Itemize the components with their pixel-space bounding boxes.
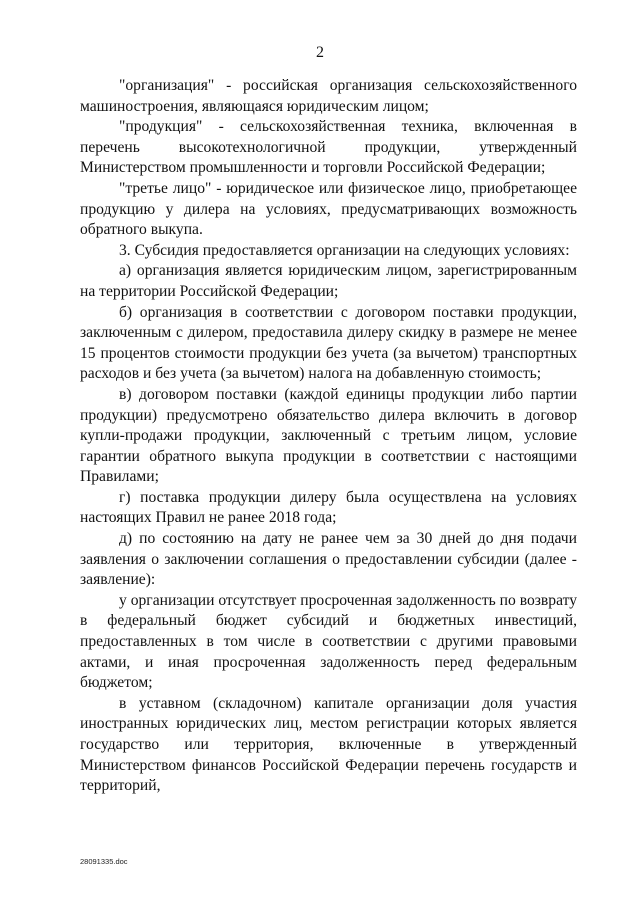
definition-product: "продукция" - сельскохозяйственная техника, включенная в перечень высокотехнологичной продукции, утвержденный Министерством промышленности и торговли Российской Федерации; <box>80 118 577 177</box>
condition-d: д) по состоянию на дату не ранее чем за 30 дней до дня подачи заявления о заключении соглашения о предоставлении субсидии (далее - заявление): <box>80 530 577 589</box>
condition-d-foreign-share: в уставном (складочном) капитале организации доля участия иностранных юридических лиц, местом регистрации которых является государство или территория, включенные в утвержденный Министерством финансов Российской Федерации перечень государств и территорий, <box>80 694 577 795</box>
condition-v: в) договором поставки (каждой единицы продукции либо партии продукции) предусмотрено обязательство дилера включить в договор купли-продажи продукции, заключенный с третьим лицом, условие гарантии обратного выкупа продукции в соответствии с настоящими Правилами; <box>80 385 577 486</box>
definition-organization: "организация" - российская организация сельскохозяйственного машиностроения, являющаяся юридическим лицом; <box>80 77 577 115</box>
condition-d-debt: у организации отсутствует просроченная задолженность по возврату в федеральный бюджет субсидий и бюджетных инвестиций, предоставленных в том числе в соответствии с другими правовыми актами, и иная просроченная задолженность перед федеральным бюджетом; <box>80 591 577 692</box>
condition-b: б) организация в соответствии с договором поставки продукции, заключенным с дилером, предоставила дилеру скидку в размере не менее 15 процентов стоимости продукции без учета (за вычетом) транспортных расходов и без учета (за вычетом) налога на добавленную стоимость; <box>80 303 577 383</box>
footer-filename: 28091335.doc <box>80 857 128 866</box>
condition-a: а) организация является юридическим лицом, зарегистрированным на территории Российской Федерации; <box>80 262 577 300</box>
definition-third-party: "третье лицо" - юридическое или физическое лицо, приобретающее продукцию у дилера на условиях, предусматривающих возможность обратного выкупа. <box>80 179 577 239</box>
page-number: 2 <box>316 44 324 61</box>
document-body <box>80 76 577 797</box>
clause-3-intro: 3. Субсидия предоставляется организации на следующих условиях: <box>119 241 570 259</box>
condition-g: г) поставка продукции дилеру была осуществлена на условиях настоящих Правил не ранее 2018 года; <box>80 488 577 527</box>
